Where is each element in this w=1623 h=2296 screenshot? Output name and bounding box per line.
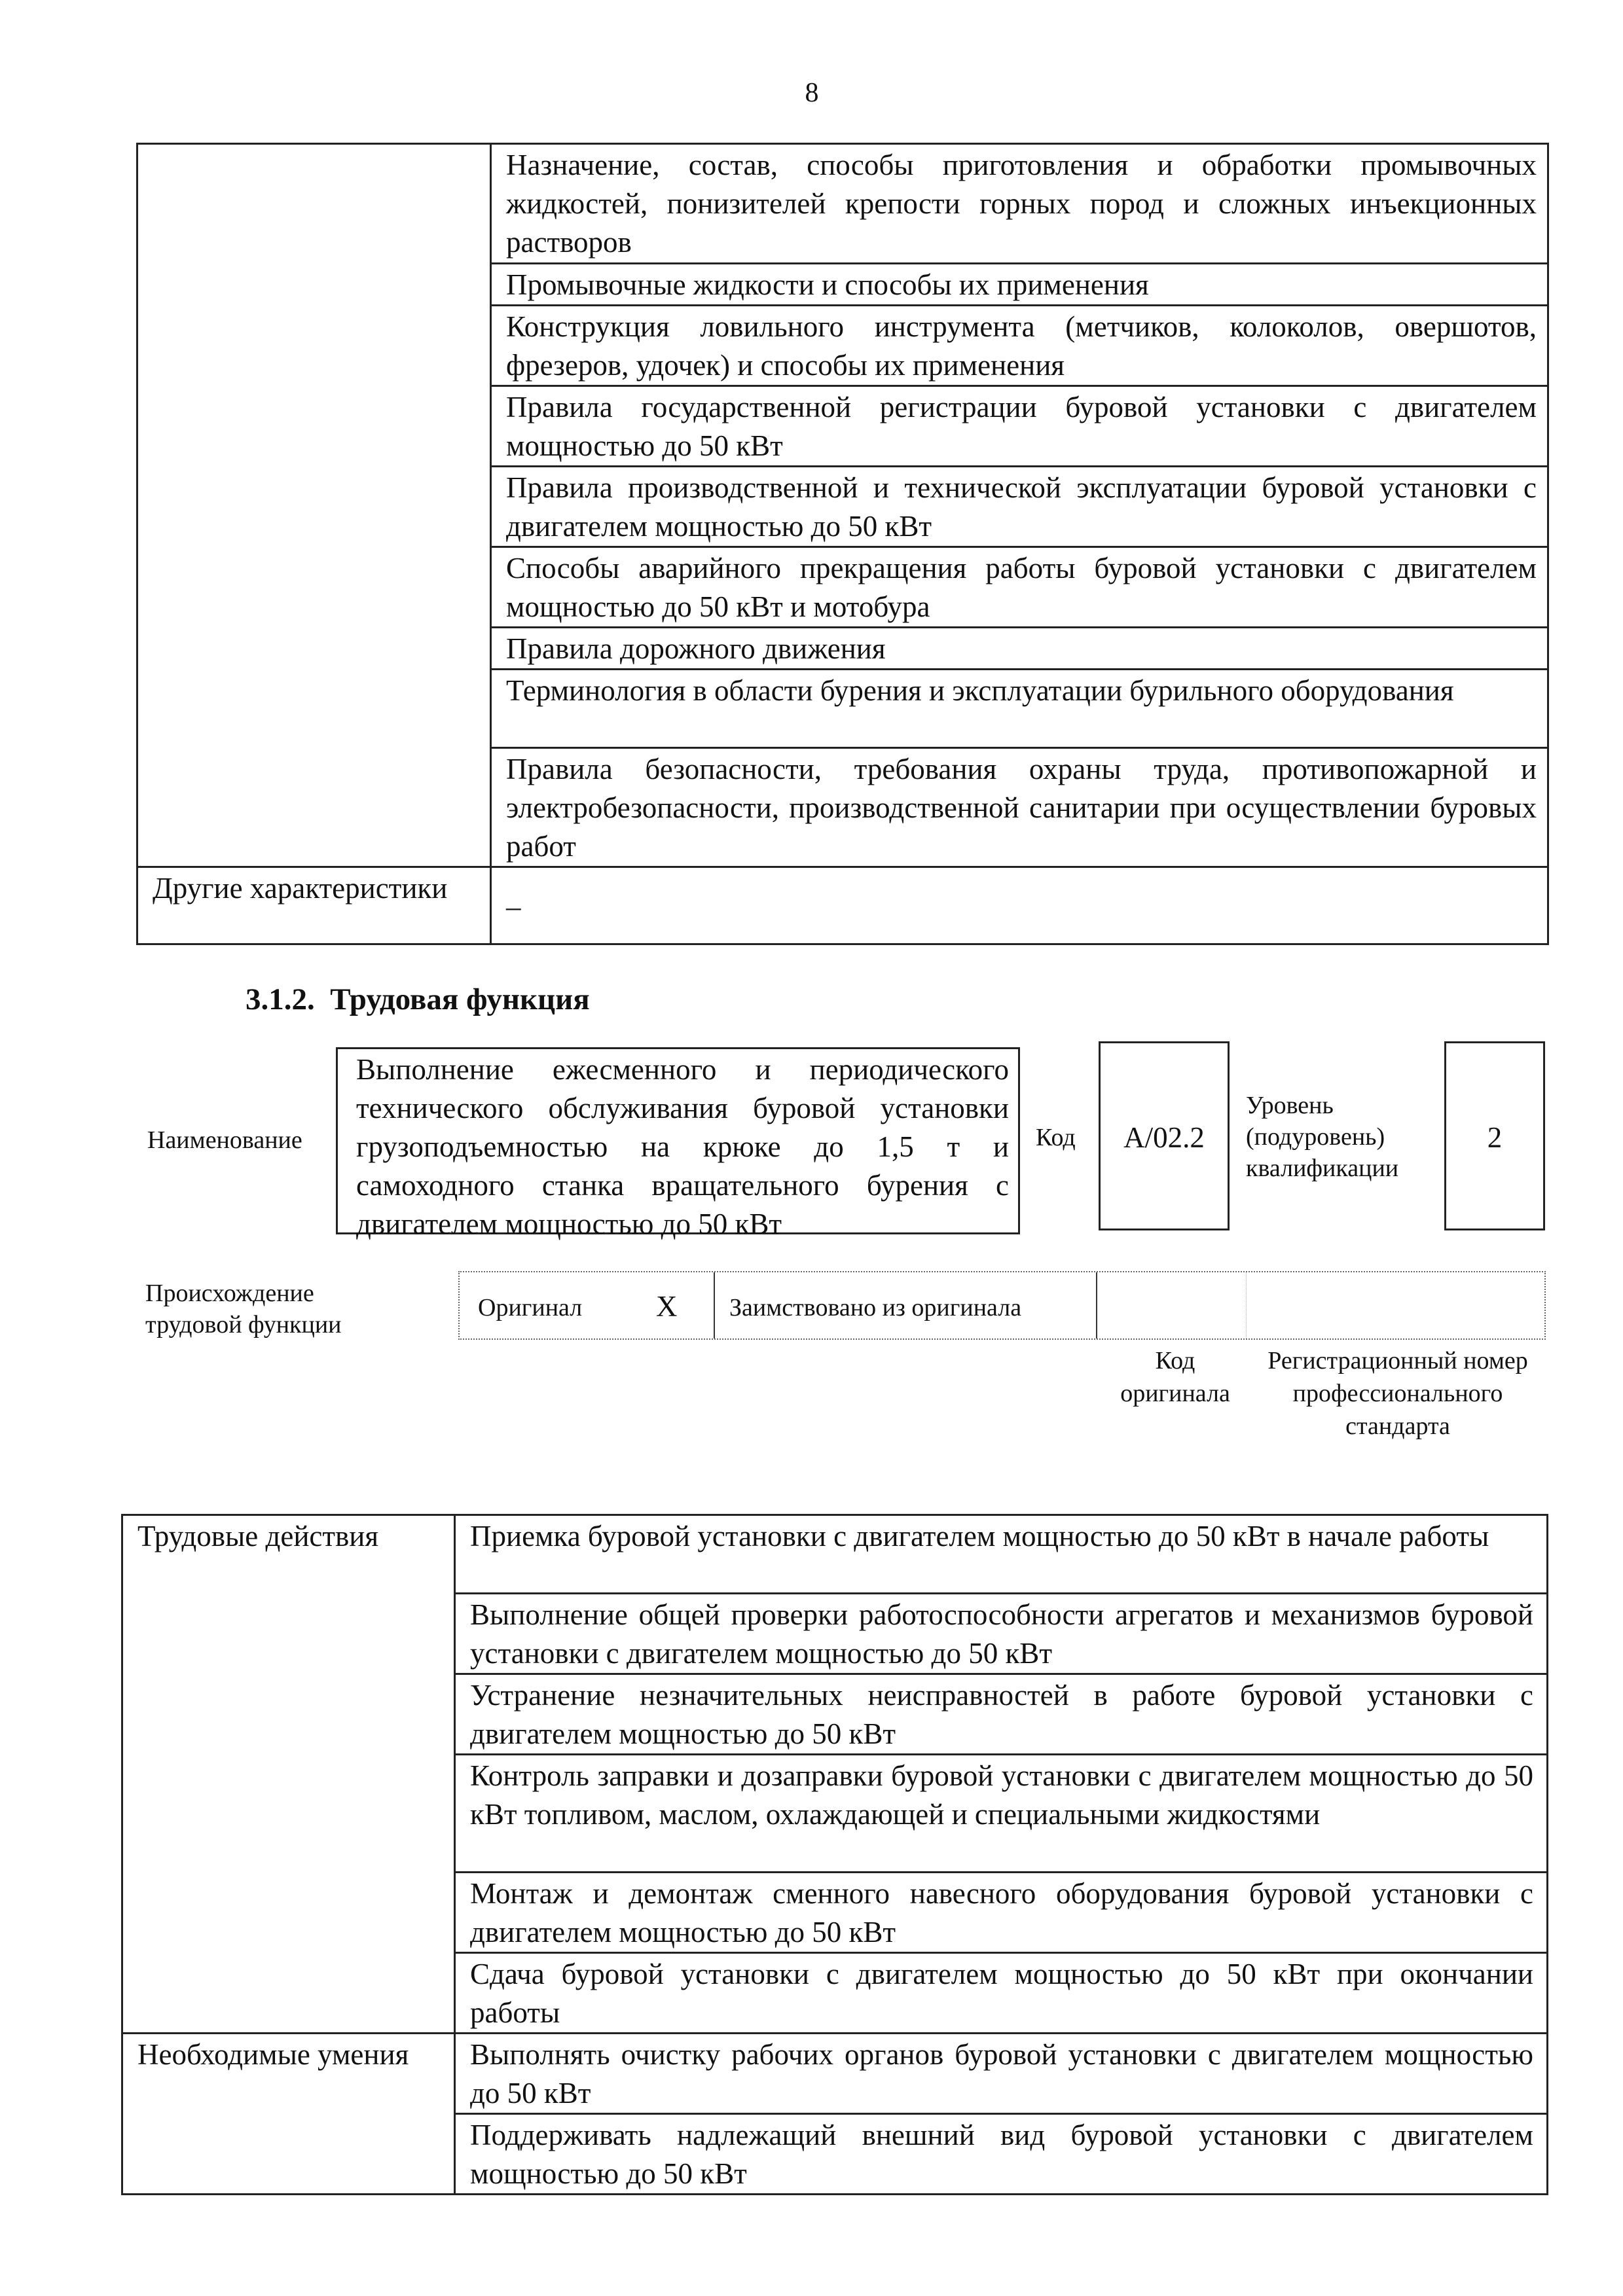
function-name-box: Выполнение ежесменного и периодического технического обслуживания буровой установки грузоподъемностью на крюке до 1,5 т и самоходного станка вращательного бурения с двигателем мощностью до 50 кВт xyxy=(336,1047,1020,1234)
row-label: Необходимые умения xyxy=(122,2034,455,2195)
code-label: Код xyxy=(1036,1124,1076,1151)
actions-table xyxy=(121,1514,1548,2195)
origin-strip xyxy=(458,1271,1546,1340)
section-number: 3.1.2. xyxy=(246,982,315,1016)
table-cell: Способы аварийного прекращения работы буровой установки с двигателем мощностью до 50 кВт и мотобура xyxy=(491,547,1548,628)
table-cell: Контроль заправки и дозаправки буровой установки с двигателем мощностью до 50 кВт топливом, маслом, охлаждающей и специальными жидкостями xyxy=(455,1755,1548,1873)
original-code-cell xyxy=(1097,1272,1247,1338)
table-cell: Терминология в области бурения и эксплуатации бурильного оборудования xyxy=(491,670,1548,748)
table-row xyxy=(137,144,1548,264)
table-cell: Сдача буровой установки с двигателем мощностью до 50 кВт при окончании работы xyxy=(455,1953,1548,2034)
table-cell: Правила государственной регистрации буровой установки с двигателем мощностью до 50 кВт xyxy=(491,386,1548,467)
origin-label: Происхождение трудовой функции xyxy=(145,1280,342,1338)
name-label: Наименование xyxy=(147,1126,302,1154)
row-label: Другие характеристики xyxy=(137,867,491,944)
function-code-box: А/02.2 xyxy=(1099,1041,1230,1230)
origin-original-cell xyxy=(460,1272,715,1338)
qualification-level-box: 2 xyxy=(1444,1041,1545,1230)
table-row xyxy=(137,867,1548,944)
table-cell: Монтаж и демонтаж сменного навесного оборудования буровой установки с двигателем мощностью до 50 кВт xyxy=(455,1873,1548,1953)
table-cell: Устранение незначительных неисправностей в работе буровой установки с двигателем мощностью до 50 кВт xyxy=(455,1674,1548,1755)
section-heading xyxy=(246,982,590,1017)
page-number: 8 xyxy=(805,78,819,108)
row-label: Трудовые действия xyxy=(122,1515,455,2034)
table-cell: Промывочные жидкости и способы их применения xyxy=(491,264,1548,306)
table-cell: Выполнение общей проверки работоспособности агрегатов и механизмов буровой установки с двигателем мощностью до 50 кВт xyxy=(455,1594,1548,1674)
registration-number-cell xyxy=(1247,1272,1544,1338)
knowledge-table xyxy=(136,143,1549,945)
table-cell: Выполнять очистку рабочих органов буровой установки с двигателем мощностью до 50 кВт xyxy=(455,2034,1548,2114)
section-title: Трудовая функция xyxy=(330,982,590,1016)
original-label: Оригинал xyxy=(478,1294,583,1321)
table-cell: Назначение, состав, способы приготовления и обработки промывочных жидкостей, понизителей крепости горных пород и сложных инъекционных растворов xyxy=(491,144,1548,264)
table-cell: Конструкция ловильного инструмента (метчиков, колоколов, овершотов, фрезеров, удочек) и способы их применения xyxy=(491,306,1548,386)
registration-number-caption: Регистрационный номер профессионального стандарта xyxy=(1267,1347,1528,1440)
row-label xyxy=(137,144,491,867)
table-cell: Поддерживать надлежащий внешний вид буровой установки с двигателем мощностью до 50 кВт xyxy=(455,2114,1548,2195)
table-row xyxy=(122,1515,1548,1594)
table-cell: – xyxy=(491,867,1548,944)
table-cell: Правила производственной и технической эксплуатации буровой установки с двигателем мощностью до 50 кВт xyxy=(491,467,1548,547)
origin-borrowed-cell xyxy=(715,1272,1097,1338)
code-original-caption: Код оригинала xyxy=(1120,1347,1230,1407)
original-mark: X xyxy=(656,1290,678,1323)
table-row xyxy=(122,2034,1548,2114)
level-label: Уровень (подуровень) квалификации xyxy=(1246,1092,1399,1182)
table-cell: Правила безопасности, требования охраны труда, противопожарной и электробезопасности, производственной санитарии при осуществлении буровых работ xyxy=(491,748,1548,867)
borrowed-label: Заимствовано из оригинала xyxy=(729,1294,1022,1321)
table-cell: Приемка буровой установки с двигателем мощностью до 50 кВт в начале работы xyxy=(455,1515,1548,1594)
table-cell: Правила дорожного движения xyxy=(491,628,1548,670)
